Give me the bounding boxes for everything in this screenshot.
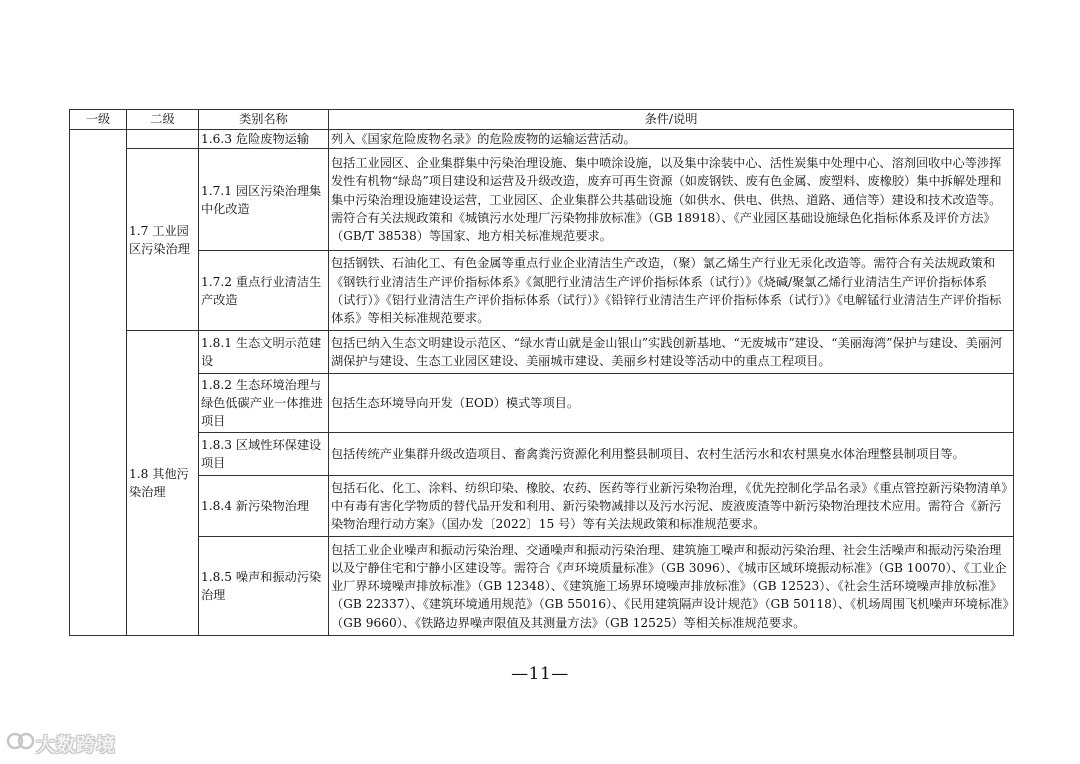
table-row [70, 331, 1014, 374]
category-desc: 包括石化、化工、涂料、纺织印染、橡胶、农药、医药等行业新污染物治理，《优先控制化学品名录》《重点管控新污染物清单》中有毒有害化学物质的替代品开发和利用、新污染物减排以及污水污泥、废液废渣等中新污染物治理技术应用。需符合《新污染物治理行动方案》（国办发〔2022〕15 号）等有关法规政策和标准规范要求。 [329, 476, 1014, 537]
table-row [70, 476, 1014, 537]
category-name: 1.8.3 区域性环保建设项目 [199, 433, 329, 476]
category-name: 1.8.2 生态环境治理与绿色低碳产业一体推进项目 [199, 374, 329, 433]
table-header-row [70, 110, 1014, 130]
table-row [70, 130, 1014, 149]
page-number: —11— [511, 664, 569, 684]
header-tier1: 一级 [70, 110, 127, 130]
category-desc: 包括工业园区、企业集群集中污染治理设施、集中喷涂设施，以及集中涂装中心、活性炭集中处理中心、溶剂回收中心等涉挥发性有机物“绿岛”项目建设和运营及升级改造，废弃可再生资源（如废钢铁、废有色金属、废塑料、废橡胶）集中拆解处理和集中污染治理设施建设运营，工业园区、企业集群公共基础设施（如供水、供电、供热、道路、通信等）建设和技术改造等。需符合有关法规政策和《城镇污水处理厂污染物排放标准》（GB 18918）、《产业园区基础设施绿色化指标体系及评价方法》（GB/T 38538）等国家、地方相关标准规范要求。 [329, 149, 1014, 251]
table-row [70, 433, 1014, 476]
category-desc: 包括已纳入生态文明建设示范区、“绿水青山就是金山银山”实践创新基地、“无废城市”建设、“美丽海湾”保护与建设、美丽河湖保护与建设、生态工业园区建设、美丽城市建设、美丽乡村建设等活动中的重点工程项目。 [329, 331, 1014, 374]
tier2-cell: 1.7 工业园区污染治理 [127, 149, 199, 331]
table-row [70, 251, 1014, 331]
table-row [70, 537, 1014, 636]
table-row [70, 149, 1014, 251]
category-name: 1.8.5 噪声和振动污染治理 [199, 537, 329, 636]
category-desc: 列入《国家危险废物名录》的危险废物的运输运营活动。 [329, 130, 1014, 149]
category-name: 1.7.1 园区污染治理集中化改造 [199, 149, 329, 251]
tier2-cell: 1.8 其他污染治理 [127, 331, 199, 636]
brand-logo-icon [6, 729, 36, 757]
header-category-name: 类别名称 [199, 110, 329, 130]
tier1-cell [70, 130, 127, 636]
header-tier2: 二级 [127, 110, 199, 130]
watermark-text: 大数跨境 [36, 733, 117, 756]
category-name: 1.8.4 新污染物治理 [199, 476, 329, 537]
table-row [70, 374, 1014, 433]
category-desc: 包括钢铁、石油化工、有色金属等重点行业企业清洁生产改造，（聚）氯乙烯生产行业无汞化改造等。需符合有关法规政策和《钢铁行业清洁生产评价指标体系》《氮肥行业清洁生产评价指标体系（试行）》《烧碱/聚氯乙烯行业清洁生产评价指标体系（试行）》《铝行业清洁生产评价指标体系（试行）》《铅锌行业清洁生产评价指标体系（试行）》《电解锰行业清洁生产评价指标体系》等相关标准规范要求。 [329, 251, 1014, 331]
category-name: 1.6.3 危险废物运输 [199, 130, 329, 149]
header-conditions: 条件/说明 [329, 110, 1014, 130]
category-name: 1.7.2 重点行业清洁生产改造 [199, 251, 329, 331]
category-name: 1.8.1 生态文明示范建设 [199, 331, 329, 374]
tier2-cell [127, 130, 199, 149]
category-table [69, 109, 1014, 636]
category-desc: 包括传统产业集群升级改造项目、畜禽粪污资源化利用整县制项目、农村生活污水和农村黑臭水体治理整县制项目等。 [329, 433, 1014, 476]
category-desc: 包括工业企业噪声和振动污染治理、交通噪声和振动污染治理、建筑施工噪声和振动污染治理、社会生活噪声和振动污染治理以及宁静住宅和宁静小区建设等。需符合《声环境质量标准》（GB 3096）、《城市区域环境振动标准》（GB 10070）、《工业企业厂界环境噪声排放标准》（GB 12348）、《建筑施工场界环境噪声排放标准》（GB 12523）、《社会生活环境噪声排放标准》（GB 22337）、《建筑环境通用规范》（GB 55016）、《民用建筑隔声设计规范》（GB 50118）、《机场周围飞机噪声环境标准》（GB 9660）、《铁路边界噪声限值及其测量方法》（GB 12525）等相关标准规范要求。 [329, 537, 1014, 636]
category-desc: 包括生态环境导向开发（EOD）模式等项目。 [329, 374, 1014, 433]
watermark [6, 728, 116, 758]
